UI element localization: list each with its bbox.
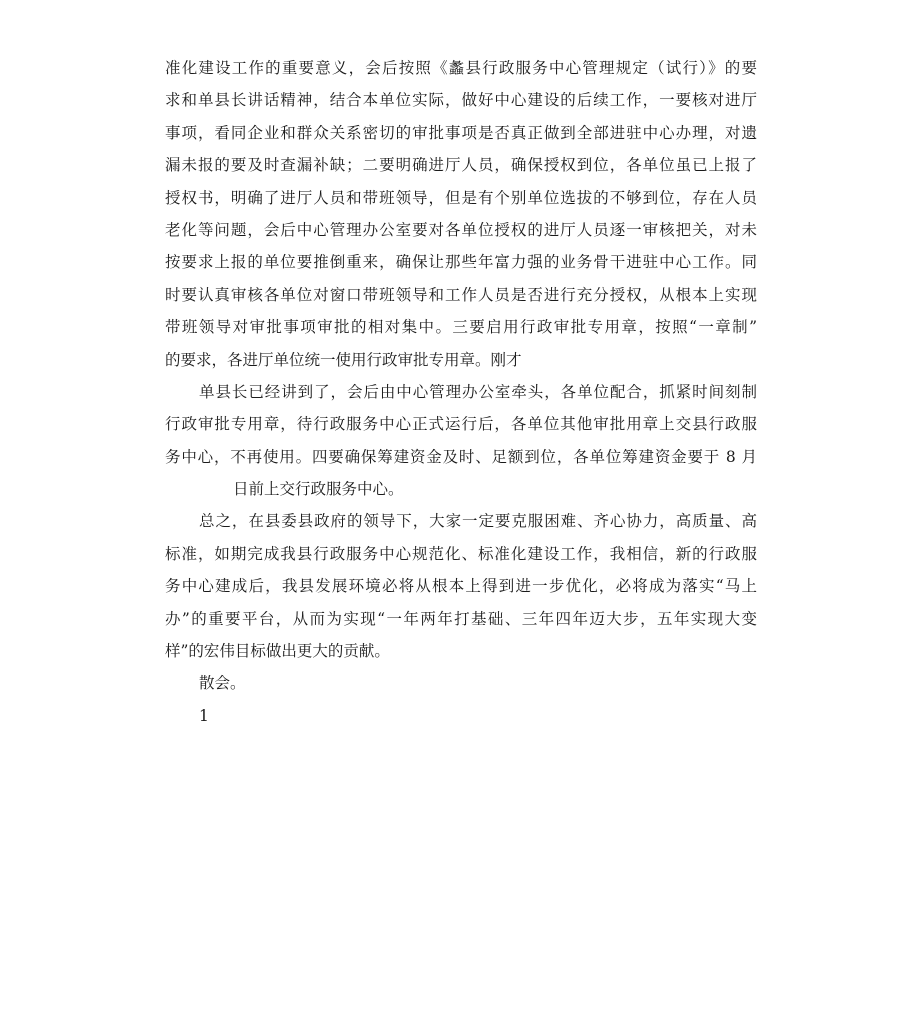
text-line: 样”的宏伟目标做出更大的贡献。 — [165, 642, 390, 661]
text-line: 老化等问题，会后中心管理办公室要对各单位授权的进厅人员逐一审核把关，对未 — [165, 220, 757, 239]
document-body — [165, 52, 757, 732]
text-line: 准化建设工作的重要意义，会后按照《蠡县行政服务中心管理规定（试行）》的要 — [165, 59, 757, 77]
page-number: 1 — [199, 706, 209, 725]
text-line: 授权书，明确了进厅人员和带班领导，但是有个别单位选拔的不够到位，存在人员 — [165, 188, 757, 207]
text-line: 求和单县长讲话精神，结合本单位实际，做好中心建设的后续工作，一要核对进厅 — [165, 91, 757, 110]
text-line: 漏未报的要及时查漏补缺；二要明确进厅人员，确保授权到位，各单位虽已上报了 — [165, 156, 757, 175]
text-line: 带班领导对审批事项审批的相对集中。三要启用行政审批专用章，按照“一章制” — [165, 318, 757, 337]
text-line: 行政审批专用章，待行政服务中心正式运行后，各单位其他审批用章上交县行政服 — [165, 415, 757, 434]
text-line: 时要认真审核各单位对窗口带班领导和工作人员是否进行充分授权，从根本上实现 — [165, 285, 757, 304]
text-line: 单县长已经讲到了，会后由中心管理办公室牵头，各单位配合，抓紧时间刻制 — [199, 382, 757, 401]
text-line: 散会。 — [199, 674, 246, 693]
text-line: 按要求上报的单位要推倒重来，确保让那些年富力强的业务骨干进驻中心工作。同 — [165, 253, 757, 272]
text-line: 务中心，不再使用。四要确保筹建资金及时、足额到位，各单位筹建资金要于 8 月 — [165, 447, 757, 466]
text-line: 务中心建成后，我县发展环境必将从根本上得到进一步优化，必将成为落实“马上 — [165, 577, 757, 596]
text-line: 办”的重要平台，从而为实现“一年两年打基础、三年四年迈大步，五年实现大变 — [165, 609, 757, 628]
text-line: 的要求，各进厅单位统一使用行政审批专用章。刚才 — [165, 350, 522, 369]
text-line: 事项，看同企业和群众关系密切的审批事项是否真正做到全部进驻中心办理，对遗 — [165, 123, 757, 142]
text-line: 日前上交行政服务中心。 — [233, 480, 404, 499]
text-line: 总之，在县委县政府的领导下，大家一定要克服困难、齐心协力，高质量、高 — [199, 512, 757, 531]
text-line: 标准，如期完成我县行政服务中心规范化、标准化建设工作，我相信，新的行政服 — [165, 544, 757, 563]
